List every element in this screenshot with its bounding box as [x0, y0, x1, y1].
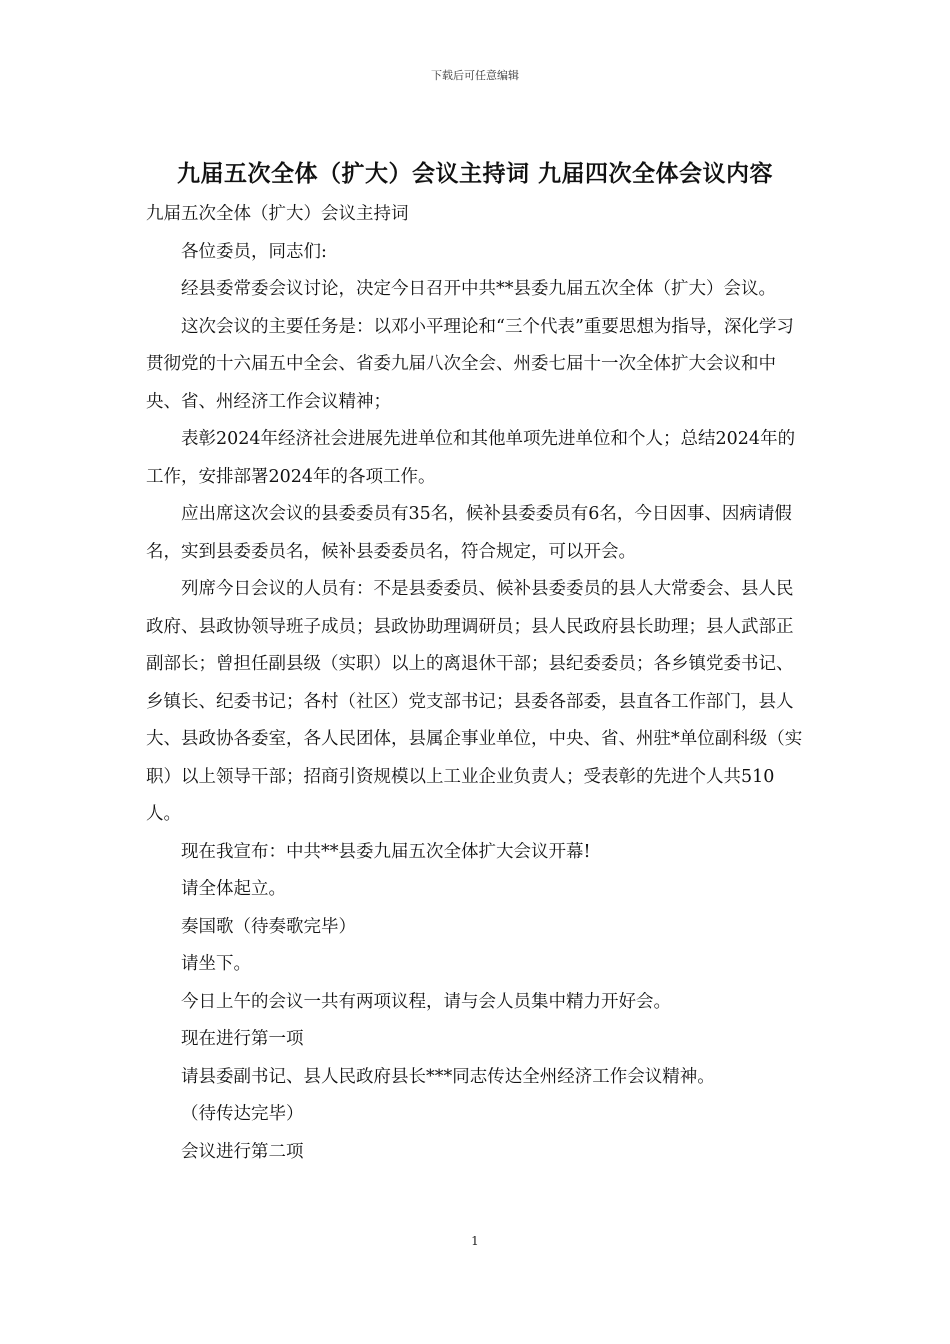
paragraph-wait-note: （待传达完毕）	[181, 1104, 304, 1124]
paragraph-greeting: 各位委员，同志们:	[181, 241, 327, 262]
page-number: 1	[471, 1234, 479, 1248]
document-body	[146, 196, 806, 1171]
paragraph-announcement: 现在我宣布：中共**县委九届五次全体扩大会议开幕!	[181, 841, 591, 862]
paragraph-meeting-decision: 经县委常委会议讨论，决定今日召开中共**县委九届五次全体（扩大）会议。	[181, 279, 776, 299]
paragraph-first-item: 现在进行第一项	[181, 1029, 304, 1049]
paragraph-first-item-detail: 请县委副书记、县人民政府县长***同志传达全州经济工作会议精神。	[181, 1066, 715, 1087]
paragraph-anthem: 奏国歌（待奏歌完毕）	[181, 916, 356, 937]
paragraph-observers: 列席今日会议的人员有：不是县委委员、候补县委委员的县人大常委会、县人民政府、县政协领导班子成员；县政协助理调研员；县人民政府县长助理；县人武部正副部长；曾担任副县级（实职）以上的离退休干部；县纪委委员；各乡镇党委书记、乡镇长、纪委书记；各村（社区）党支部书记；县委各部委，县直各工作部门，县人大、县政协各委室，各人民团体，县属企事业单位，中央、省、州驻*单位副科级（实职）以上领导干部；招商引资规模以上工业企业负责人；受表彰的先进个人共510人。	[146, 579, 803, 824]
paragraph-main-tasks: 这次会议的主要任务是：以邓小平理论和“三个代表”重要思想为指导，深化学习贯彻党的十六届五中全会、省委九届八次全会、州委七届十一次全体扩大会议和中央、省、州经济工作会议精神；	[146, 316, 794, 412]
paragraph-agenda: 今日上午的会议一共有两项议程，请与会人员集中精力开好会。	[181, 991, 671, 1012]
paragraph-stand-up: 请全体起立。	[181, 879, 286, 899]
paragraph-commendation: 表彰2024年经济社会进展先进单位和其他单项先进单位和个人；总结2024年的工作，安排部署2024年的各项工作。	[146, 429, 796, 487]
page-header-note: 下载后可任意编辑	[431, 69, 519, 82]
document-subtitle: 九届五次全体（扩大）会议主持词	[146, 204, 409, 224]
paragraph-attendance: 应出席这次会议的县委委员有35名，候补县委委员有6名，今日因事、因病请假名，实到县委委员名，候补县委委员名，符合规定，可以开会。	[146, 504, 792, 562]
document-title: 九届五次全体（扩大）会议主持词 九届四次全体会议内容	[176, 161, 773, 187]
paragraph-second-item: 会议进行第二项	[181, 1141, 304, 1162]
paragraph-sit-down: 请坐下。	[181, 954, 251, 974]
